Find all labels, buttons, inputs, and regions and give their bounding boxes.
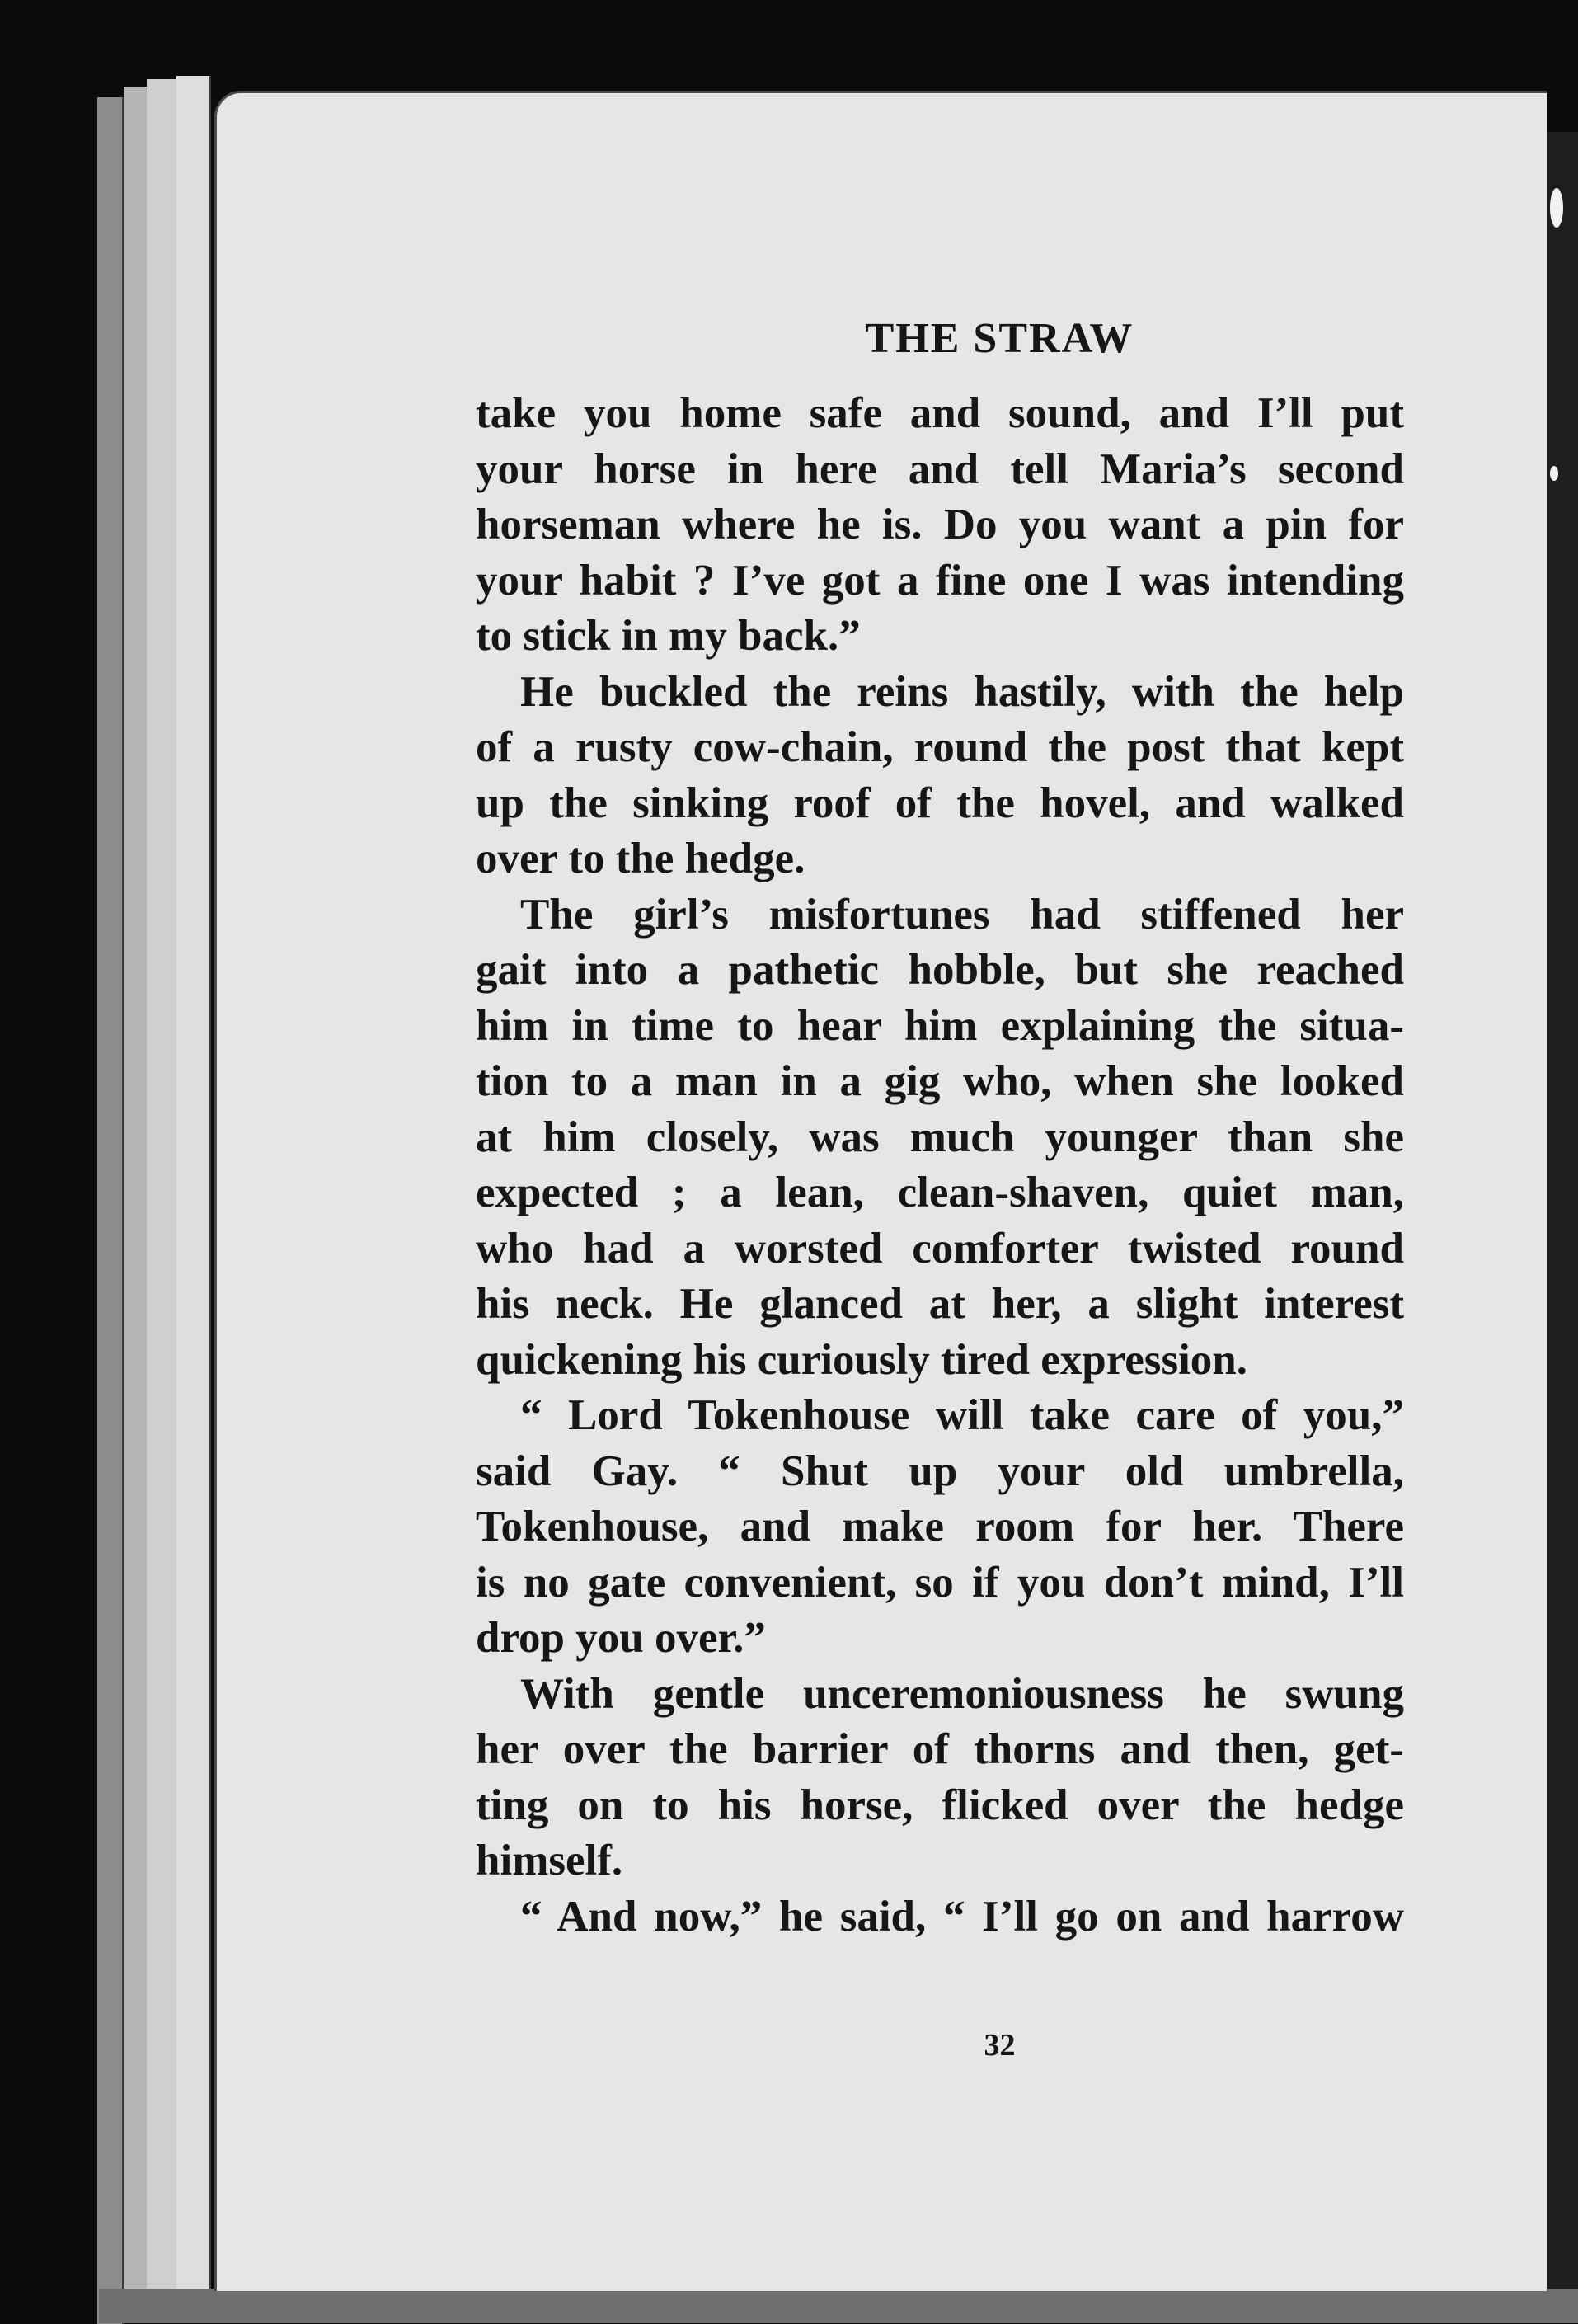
text-line: He buckled the reins hastily, with the help — [520, 667, 1404, 716]
book-edge-inner — [176, 76, 211, 2294]
text-line: who had a worsted comforter twisted round — [476, 1224, 1404, 1273]
book-spine-shadow — [1547, 132, 1578, 2323]
text-line: your habit ? I’ve got a fine one I was intending — [476, 556, 1404, 605]
text-line: himself. — [476, 1837, 623, 1884]
text-line: said Gay. “ Shut up your old umbrella, — [476, 1447, 1404, 1495]
book-bottom-edge — [99, 2289, 1578, 2323]
text-line: “ And now,” he said, “ I’ll go on and harrow — [520, 1892, 1404, 1941]
text-line: gait into a pathetic hobble, but she reached — [476, 946, 1404, 994]
text-line: drop you over.” — [476, 1614, 766, 1662]
book-edge-outer — [97, 97, 124, 2324]
text-line: over to the hedge. — [476, 835, 805, 882]
text-line: him in time to hear him explaining the situa- — [476, 1001, 1404, 1050]
text-line: tion to a man in a gig who, when she looked — [476, 1057, 1404, 1105]
text-line: of a rusty cow-chain, round the post that kept — [476, 723, 1404, 771]
book-page — [214, 91, 1547, 2291]
text-line: your horse in here and tell Maria’s second — [476, 445, 1404, 493]
text-line: up the sinking roof of the hovel, and walked — [476, 779, 1404, 827]
text-line: her over the barrier of thorns and then, get- — [476, 1725, 1404, 1773]
text-line: horseman where he is. Do you want a pin for — [476, 501, 1404, 548]
scan-speck — [1550, 188, 1563, 228]
text-line: expected ; a lean, clean-shaven, quiet man, — [476, 1169, 1404, 1216]
text-line: With gentle unceremoniousness he swung — [520, 1669, 1404, 1718]
scan-speck — [1550, 466, 1558, 481]
text-line: Tokenhouse, and make room for her. There — [476, 1503, 1404, 1550]
page-number: 32 — [984, 2028, 1016, 2063]
text-line: ting on to his horse, flicked over the hedge — [476, 1781, 1404, 1829]
text-line: The girl’s misfortunes had stiffened her — [520, 890, 1404, 939]
text-line: quickening his curiously tired expression. — [476, 1335, 1248, 1384]
text-line: is no gate convenient, so if you don’t mind, I’ll — [476, 1558, 1404, 1607]
text-line: his neck. He glanced at her, a slight interest — [476, 1280, 1404, 1328]
text-line: to stick in my back.” — [476, 612, 861, 660]
body-text — [476, 386, 1404, 1945]
text-line: take you home safe and sound, and I’ll put — [476, 389, 1404, 437]
running-head: THE STRAW — [865, 315, 1134, 362]
text-line: “ Lord Tokenhouse will take care of you,” — [520, 1391, 1404, 1439]
text-line: at him closely, was much younger than she — [476, 1113, 1404, 1161]
